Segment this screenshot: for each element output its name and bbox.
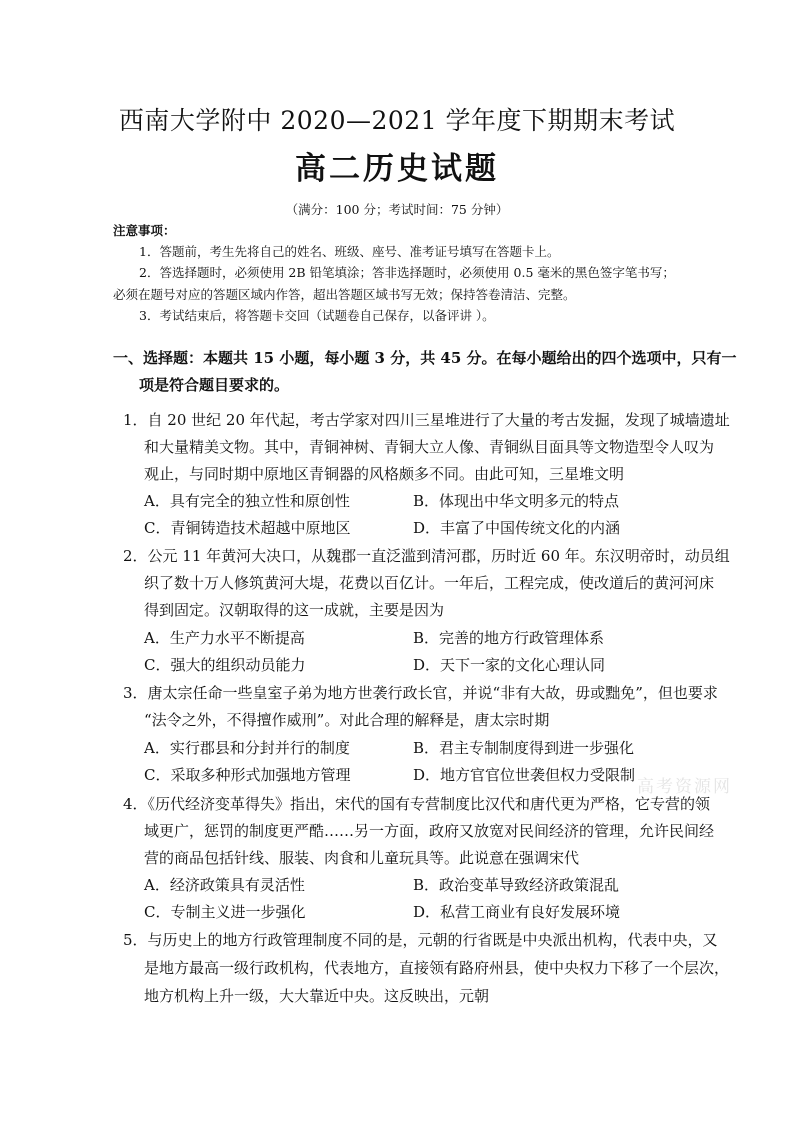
question-2-line: 得到固定。汉朝取得的这一成就，主要是因为 [144, 601, 445, 619]
note-line: 3．考试结束后，将答题卡交回（试题卷自己保存，以备评讲 ）。 [139, 308, 495, 323]
question-5-line: 地方机构上升一级，大大靠近中央。这反映出，元朝 [144, 987, 490, 1005]
question-3-line: “法令之外，不得擅作威刑”。对此合理的解释是，唐太宗时期 [144, 711, 550, 729]
note-line: 2．答选择题时，必须使用 2B 铅笔填涂；答非选择题时，必须使用 0.5 毫米的黑色签字笔书写； [139, 265, 675, 280]
question-1-option-d: D．丰富了中国传统文化的内涵 [413, 519, 621, 537]
question-2-line: 织了数十万人修筑黄河大堤，花费以百亿计。一年后，工程完成，使改道后的黄河河床 [144, 574, 715, 592]
section-heading: 一、选择题：本题共 15 小题，每小题 3 分，共 45 分。在每小题给出的四个选项中，只有一 [113, 349, 737, 367]
note-line: 必须在题号对应的答题区域内作答，超出答题区域书写无效；保持答卷清洁、完整。 [113, 287, 576, 302]
question-3-option-b: B．君主专制制度得到进一步强化 [413, 739, 635, 757]
exam-title: 西南大学附中 2020—2021 学年度下期期末考试 [118, 106, 676, 135]
question-1-line: 和大量精美文物。其中，青铜神树、青铜大立人像、青铜纵目面具等文物造型令人叹为 [144, 438, 715, 456]
exam-subtitle: 高二历史试题 [295, 151, 499, 187]
question-3-option-a: A．实行郡县和分封并行的制度 [144, 739, 350, 757]
question-2-line: 2．公元 11 年黄河大决口，从魏郡一直泛滥到清河郡，历时近 60 年。东汉明帝时，动员组 [123, 547, 730, 565]
section-heading-cont: 项是符合题目要求的。 [139, 376, 290, 394]
question-5-line: 5．与历史上的地方行政管理制度不同的是，元朝的行省既是中央派出机构，代表中央，又 [123, 931, 718, 949]
watermark: 高考资源网 [637, 777, 732, 797]
question-4-option-b: B．政治变革导致经济政策混乱 [413, 876, 620, 894]
question-1-option-c: C．青铜铸造技术超越中原地区 [144, 519, 351, 537]
question-2-option-b: B．完善的地方行政管理体系 [413, 629, 605, 647]
question-3-option-d: D．地方官官位世袭但权力受限制 [413, 766, 636, 784]
exam-meta: （满分：100 分；考试时间：75 分钟） [285, 202, 509, 217]
question-4-option-d: D．私营工商业有良好发展环境 [413, 903, 621, 921]
question-3-option-c: C．采取多种形式加强地方管理 [144, 766, 351, 784]
notes-heading: 注意事项： [113, 223, 176, 238]
question-4-line: 域更广，惩罚的制度更严酷……另一方面，政府又放宽对民间经济的管理，允许民间经 [144, 822, 715, 840]
question-2-option-d: D．天下一家的文化心理认同 [413, 656, 606, 674]
question-1-line: 1．自 20 世纪 20 年代起，考古学家对四川三星堆进行了大量的考古发掘，发现了城墙遗址 [123, 411, 730, 429]
note-line: 1．答题前，考生先将自己的姓名、班级、座号、准考证号填写在答题卡上。 [139, 244, 560, 259]
question-2-option-c: C．强大的组织动员能力 [144, 656, 306, 674]
question-4-line: 营的商品包括针线、服装、肉食和儿童玩具等。此说意在强调宋代 [144, 849, 580, 867]
question-1-option-b: B．体现出中华文明多元的特点 [413, 492, 620, 510]
question-1-option-a: A．具有完全的独立性和原创性 [144, 492, 350, 510]
question-4-option-c: C．专制主义进一步强化 [144, 903, 306, 921]
question-5-line: 是地方最高一级行政机构，代表地方，直接领有路府州县，使中央权力下移了一个层次， [144, 959, 730, 977]
question-4-line: 4．《历代经济变革得失》指出，宋代的国有专营制度比汉代和唐代更为严格，它专营的领 [123, 795, 711, 813]
question-1-line: 观止，与同时期中原地区青铜器的风格颇多不同。由此可知，三星堆文明 [144, 465, 625, 483]
question-4-option-a: A．经济政策具有灵活性 [144, 876, 305, 894]
question-3-line: 3．唐太宗任命一些皇室子弟为地方世袭行政长官，并说“非有大故，毋或黜免”，但也要求 [123, 684, 718, 702]
question-2-option-a: A．生产力水平不断提高 [144, 629, 305, 647]
